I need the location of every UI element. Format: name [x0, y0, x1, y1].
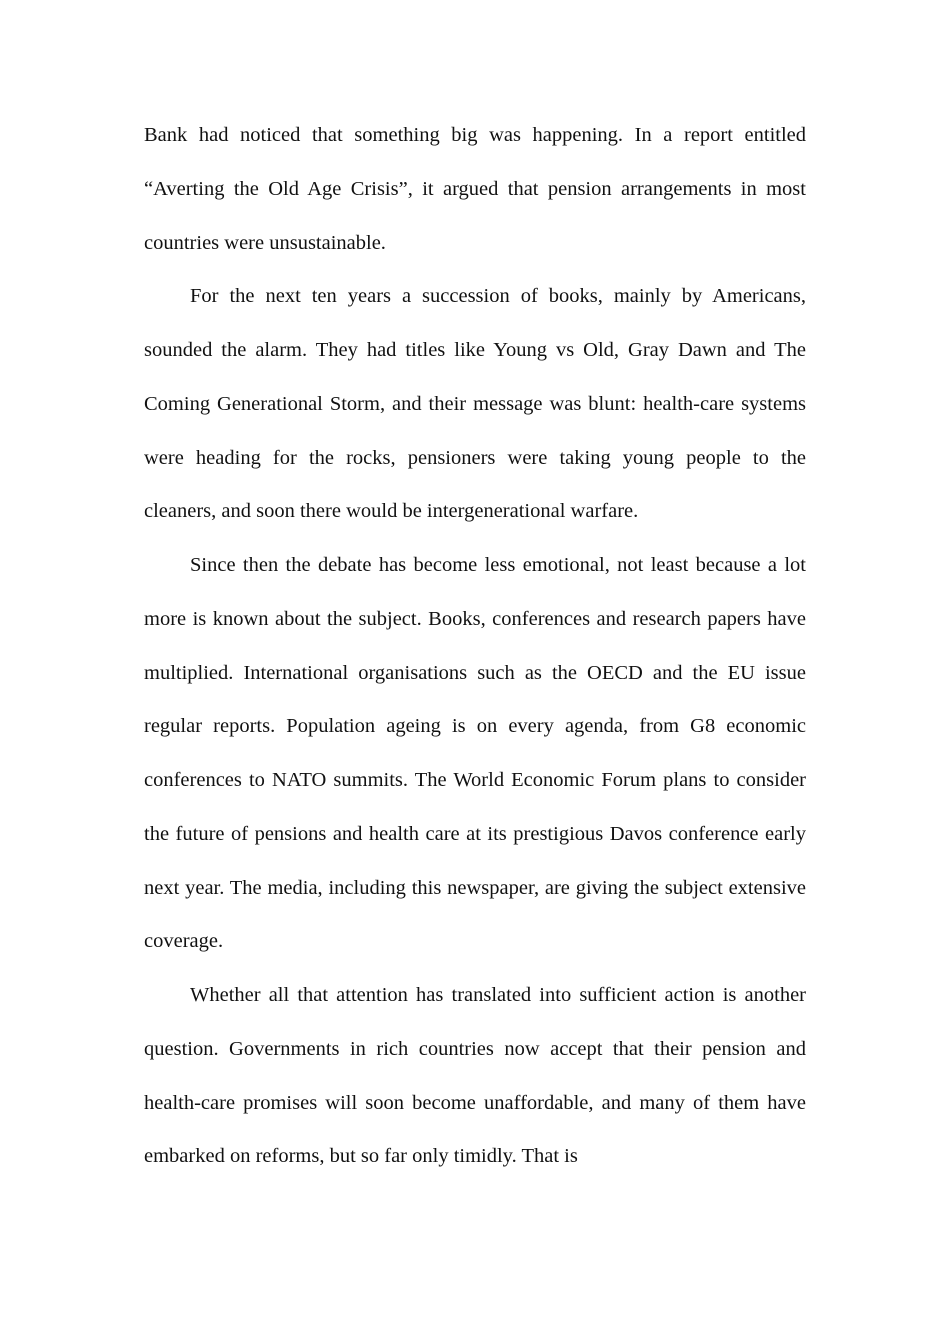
paragraph-2: For the next ten years a succession of books, mainly by Americans, sounded the alarm. They had titles like Young vs Old, Gray Dawn and The Coming Generational Storm, and their message was blunt: health-care systems were heading for the rocks, pensioners were taking young people to the cleaners, and soon there would be intergenerational warfare.	[144, 285, 806, 523]
paragraph-3: Since then the debate has become less emotional, not least because a lot more is known about the subject. Books, conferences and research papers have multiplied. International organisations such as the OECD and the EU issue regular reports. Population ageing is on every agenda, from G8 economic conferences to NATO summits. The World Economic Forum plans to consider the future of pensions and health care at its prestigious Davos conference early next year. The media, including this newspaper, are giving the subject extensive coverage.	[144, 554, 806, 953]
paragraph-1: Bank had noticed that something big was happening. In a report entitled “Averting the Old Age Crisis”, it argued that pension arrangements in most countries were unsustainable.	[144, 124, 806, 254]
document-body	[144, 109, 806, 1184]
paragraph-4: Whether all that attention has translated into sufficient action is another question. Governments in rich countries now accept that their pension and health-care promises will soon become unaffordable, and many of them have embarked on reforms, but so far only timidly. That is	[144, 984, 806, 1168]
